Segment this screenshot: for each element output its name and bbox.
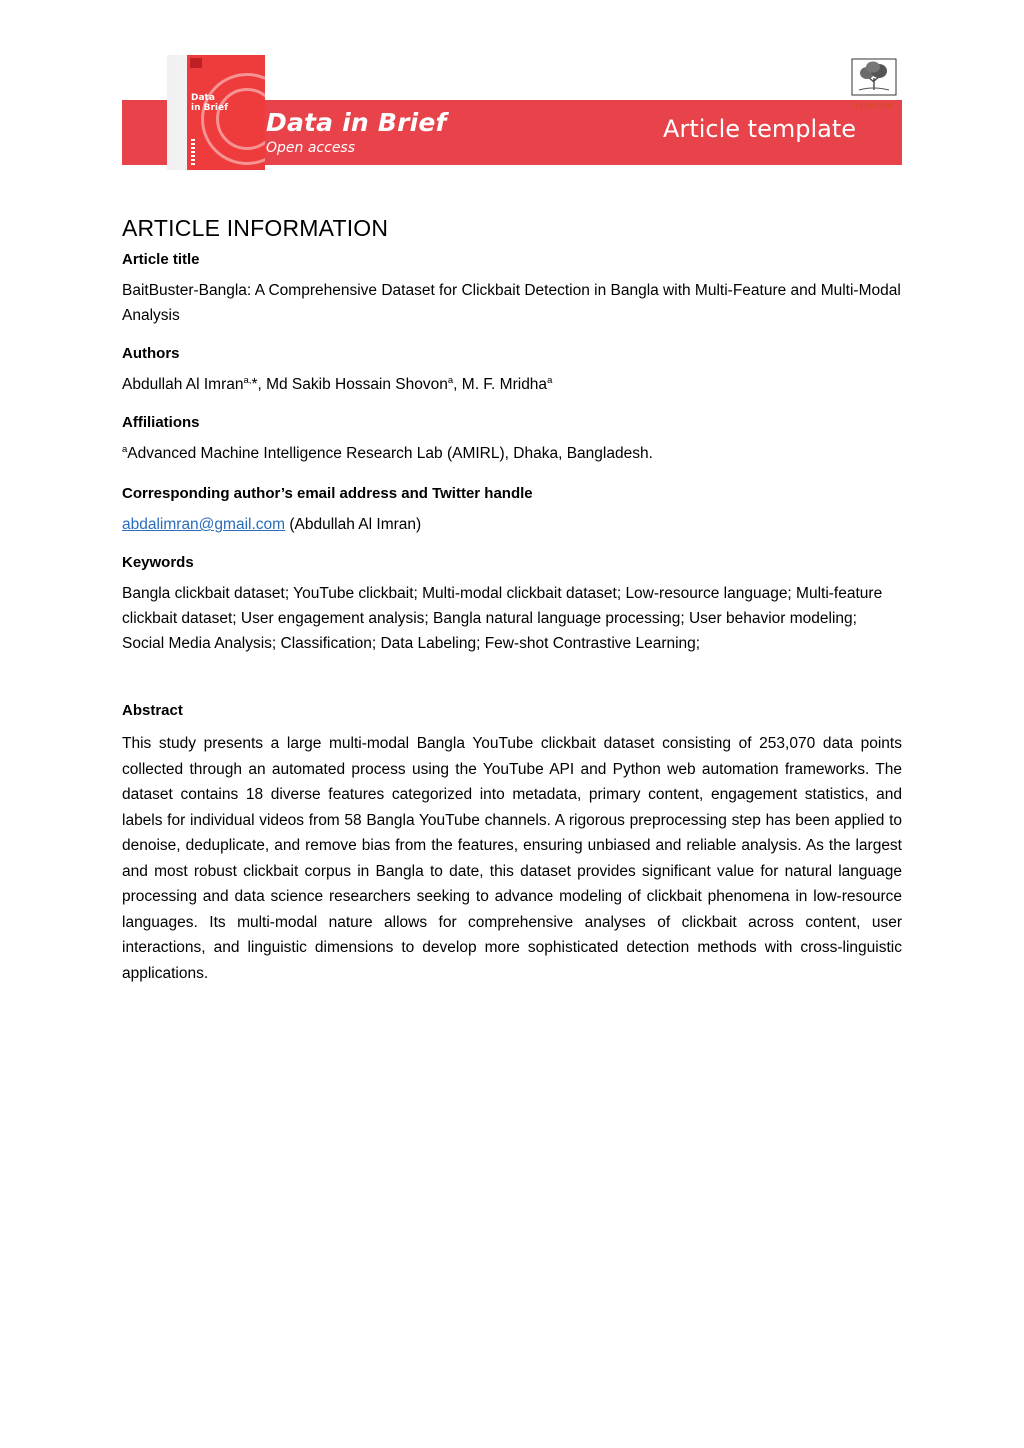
article-information-block — [122, 215, 902, 986]
elsevier-wordmark: ELSEVIER — [855, 102, 893, 110]
author-affil-marker-3: a — [547, 374, 553, 386]
journal-title: Data in Brief — [266, 108, 447, 137]
corresponding-author-label: Corresponding author’s email address and Twitter handle — [122, 485, 533, 502]
cover-spine — [177, 55, 187, 170]
affiliation-text: Advanced Machine Intelligence Research Lab (AMIRL), Dhaka, Bangladesh. — [127, 445, 653, 462]
abstract-value: This study presents a large multi-modal Bangla YouTube clickbait dataset consisting of 253,070 data points collected through an automated process using the YouTube API and Python web automation frameworks. The dataset contains 18 diverse features categorized into metadata, primary content, engagement statistics, and labels for individual videos from 58 Bangla YouTube channels. A rigorous preprocessing step has been applied to denoise, deduplicate, and remove bias from the features, ensuring unbiased and reliable analysis. As the largest and most robust clickbait corpus in Bangla to date, this dataset provides significant value for natural language processing and data science researchers seeking to advance modeling of clickbait phenomena in low-resource languages. Its multi-modal nature allows for comprehensive analyses of clickbait across content, user interactions, and linguistic dimensions to develop more sophisticated detection methods with cross-linguistic applications. — [122, 735, 902, 982]
affiliations-label: Affiliations — [122, 414, 200, 431]
author-name-1: Abdullah Al Imran — [122, 376, 244, 393]
elsevier-logo — [846, 58, 902, 110]
journal-masthead-banner — [122, 93, 902, 165]
author-name-2: *, Md Sakib Hossain Shovon — [251, 376, 448, 393]
keywords-value: Bangla clickbait dataset; YouTube clickbait; Multi-modal clickbait dataset; Low-resource language; Multi-feature clickbait dataset; User engagement analysis; Bangla natural language processing; User behavior modeling; Social Media Analysis; Classification; Data Labeling; Few-shot Contrastive Learning; — [122, 585, 883, 652]
affiliations-value — [122, 441, 902, 466]
abstract-label: Abstract — [122, 702, 183, 719]
keywords-label: Keywords — [122, 554, 194, 571]
journal-cover-thumbnail — [167, 55, 265, 170]
cover-title-text: Data in Brief — [191, 93, 229, 113]
cover-badge-icon — [190, 58, 202, 68]
article-template-label: Article template — [663, 115, 856, 143]
author-affil-marker-2: a — [447, 374, 454, 386]
cover-barcode-icon — [191, 139, 195, 165]
corresponding-author-value — [122, 512, 902, 537]
cover-rings-graphic — [201, 73, 265, 165]
article-title-label: Article title — [122, 251, 200, 268]
authors-value — [122, 372, 902, 397]
elsevier-tree-icon — [851, 58, 897, 96]
corresponding-author-name: (Abdullah Al Imran) — [285, 516, 422, 533]
article-title-value: BaitBuster-Bangla: A Comprehensive Dataset for Clickbait Detection in Bangla with Multi-Feature and Multi-Modal Analysis — [122, 282, 901, 324]
journal-subtitle: Open access — [266, 140, 356, 156]
affiliation-marker: a — [122, 443, 128, 455]
page-title: ARTICLE INFORMATION — [122, 215, 389, 241]
author-name-3: , M. F. Mridha — [453, 376, 548, 393]
author-affil-marker-1: a, — [243, 374, 252, 386]
authors-label: Authors — [122, 345, 180, 362]
corresponding-email-link[interactable]: abdalimran@gmail.com — [122, 516, 286, 533]
